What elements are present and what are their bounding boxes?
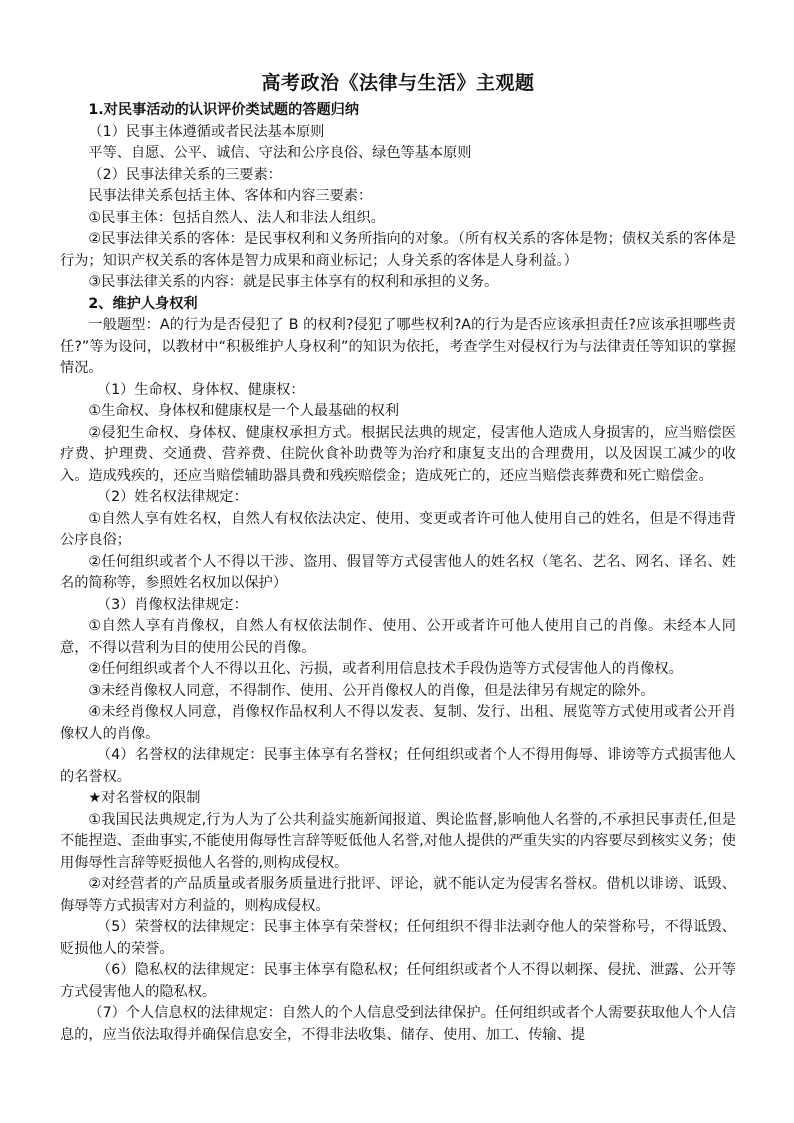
- paragraph: （4）名誉权的法律规定：民事主体享有名誉权；任何组织或者个人不得用侮辱、诽谤等方式损害他人的名誉权。: [60, 747, 736, 785]
- paragraph: 2、维护人身权利: [88, 295, 198, 312]
- paragraph: （3）肖像权法律规定：: [96, 596, 248, 613]
- paragraph: 1.对民事活动的认识评价类试题的答题归纳: [88, 102, 360, 118]
- paragraph: ②侵犯生命权、身体权、健康权承担方式。根据民法典的规定，侵害他人造成人身损害的，应当赔偿医疗费、护理费、交通费、营养费、住院伙食补助费等为治疗和康复支出的合理费用，以及因误工减少的收入。造成残疾的，还应当赔偿辅助器具费和残疾赔偿金；造成死亡的，还应当赔偿丧葬费和死亡赔偿金。: [60, 424, 736, 484]
- paragraph: ②任何组织或者个人不得以干涉、盗用、假冒等方式侵害他人的姓名权（笔名、艺名、网名、译名、姓名的简称等，参照姓名权加以保护）: [60, 553, 736, 591]
- paragraph: ③民事法律关系的内容：就是民事主体享有的权利和承担的义务。: [88, 274, 499, 290]
- paragraph: （1）生命权、身体权、健康权：: [96, 381, 305, 398]
- paragraph: ①自然人享有肖像权，自然人有权依法制作、使用、公开或者许可他人使用自己的肖像。未经本人同意，不得以营利为目的使用公民的肖像。: [60, 618, 736, 656]
- paragraph: （2）民事法律关系的三要素：: [88, 166, 282, 183]
- paragraph: ①自然人享有姓名权，自然人有权依法决定、使用、变更或者许可他人使用自己的姓名，但是不得违背公序良俗；: [60, 510, 736, 548]
- paragraph: 民事法律关系包括主体、客体和内容三要素：: [88, 188, 373, 204]
- document-title: 高考政治《法律与生活》主观题: [261, 72, 535, 94]
- paragraph: （2）姓名权法律规定：: [96, 489, 248, 505]
- paragraph: （1）民事主体遵循或者民法基本原则: [88, 123, 325, 140]
- paragraph: ②民事法律关系的客体：是民事权利和义务所指向的对象。（所有权关系的客体是物；债权关系的客体是行为；知识产权关系的客体是智力成果和商业标记；人身关系的客体是人身利益。）: [60, 231, 736, 269]
- paragraph: ④未经肖像权人同意，肖像权作品权利人不得以发表、复制、发行、出租、展览等方式使用或者公开肖像权人的肖像。: [60, 704, 736, 742]
- paragraph: ①生命权、身体权和健康权是一个人最基础的权利: [88, 403, 400, 419]
- document-body: [60, 100, 736, 1046]
- paragraph: 一般题型：A的行为是否侵犯了 B 的权利?侵犯了哪些权利?A的行为是否应该承担责任?应该承担哪些责任?”等为设问，以教材中“积极维护人身权利”的知识为依托，考查学生对侵权行为与法律责任等知识的掌握情况。: [60, 317, 736, 376]
- paragraph: ②对经营者的产品质量或者服务质量进行批评、评论，就不能认定为侵害名誉权。借机以诽谤、诋毁、侮辱等方式损害对方利益的，则构成侵权。: [60, 876, 736, 914]
- paragraph: （7）个人信息权的法律规定：自然人的个人信息受到法律保护。任何组织或者个人需要获取他人个人信息的，应当依法取得并确保信息安全，不得非法收集、储存、使用、加工、传输、提: [60, 1005, 736, 1043]
- paragraph: 平等、自愿、公平、诚信、守法和公序良俗、绿色等基本原则: [88, 145, 472, 161]
- paragraph: ②任何组织或者个人不得以丑化、污损，或者利用信息技术手段伪造等方式侵害他人的肖像权。: [88, 661, 683, 677]
- paragraph: ①我国民法典规定,行为人为了公共利益实施新闻报道、舆论监督,影响他人名誉的,不承担民事责任,但是不能捏造、歪曲事实,不能使用侮辱性言辞等贬低他人名誉,对他人提供的严重失实的内容要尽到核实义务；使用侮辱性言辞等贬损他人名誉的,则构成侵权。: [60, 811, 736, 871]
- paragraph: （6）隐私权的法律规定：民事主体享有隐私权；任何组织或者个人不得以刺探、侵扰、泄露、公开等方式侵害他人的隐私权。: [60, 962, 736, 1000]
- paragraph: ①民事主体：包括自然人、法人和非法人组织。: [88, 209, 385, 226]
- paragraph: ★对名誉权的限制: [88, 790, 201, 806]
- paragraph: （5）荣誉权的法律规定：民事主体享有荣誉权；任何组织不得非法剥夺他人的荣誉称号，不得诋毁、贬损他人的荣誉。: [60, 919, 736, 957]
- paragraph: ③未经肖像权人同意，不得制作、使用、公开肖像权人的肖像，但是法律另有规定的除外。: [88, 682, 655, 699]
